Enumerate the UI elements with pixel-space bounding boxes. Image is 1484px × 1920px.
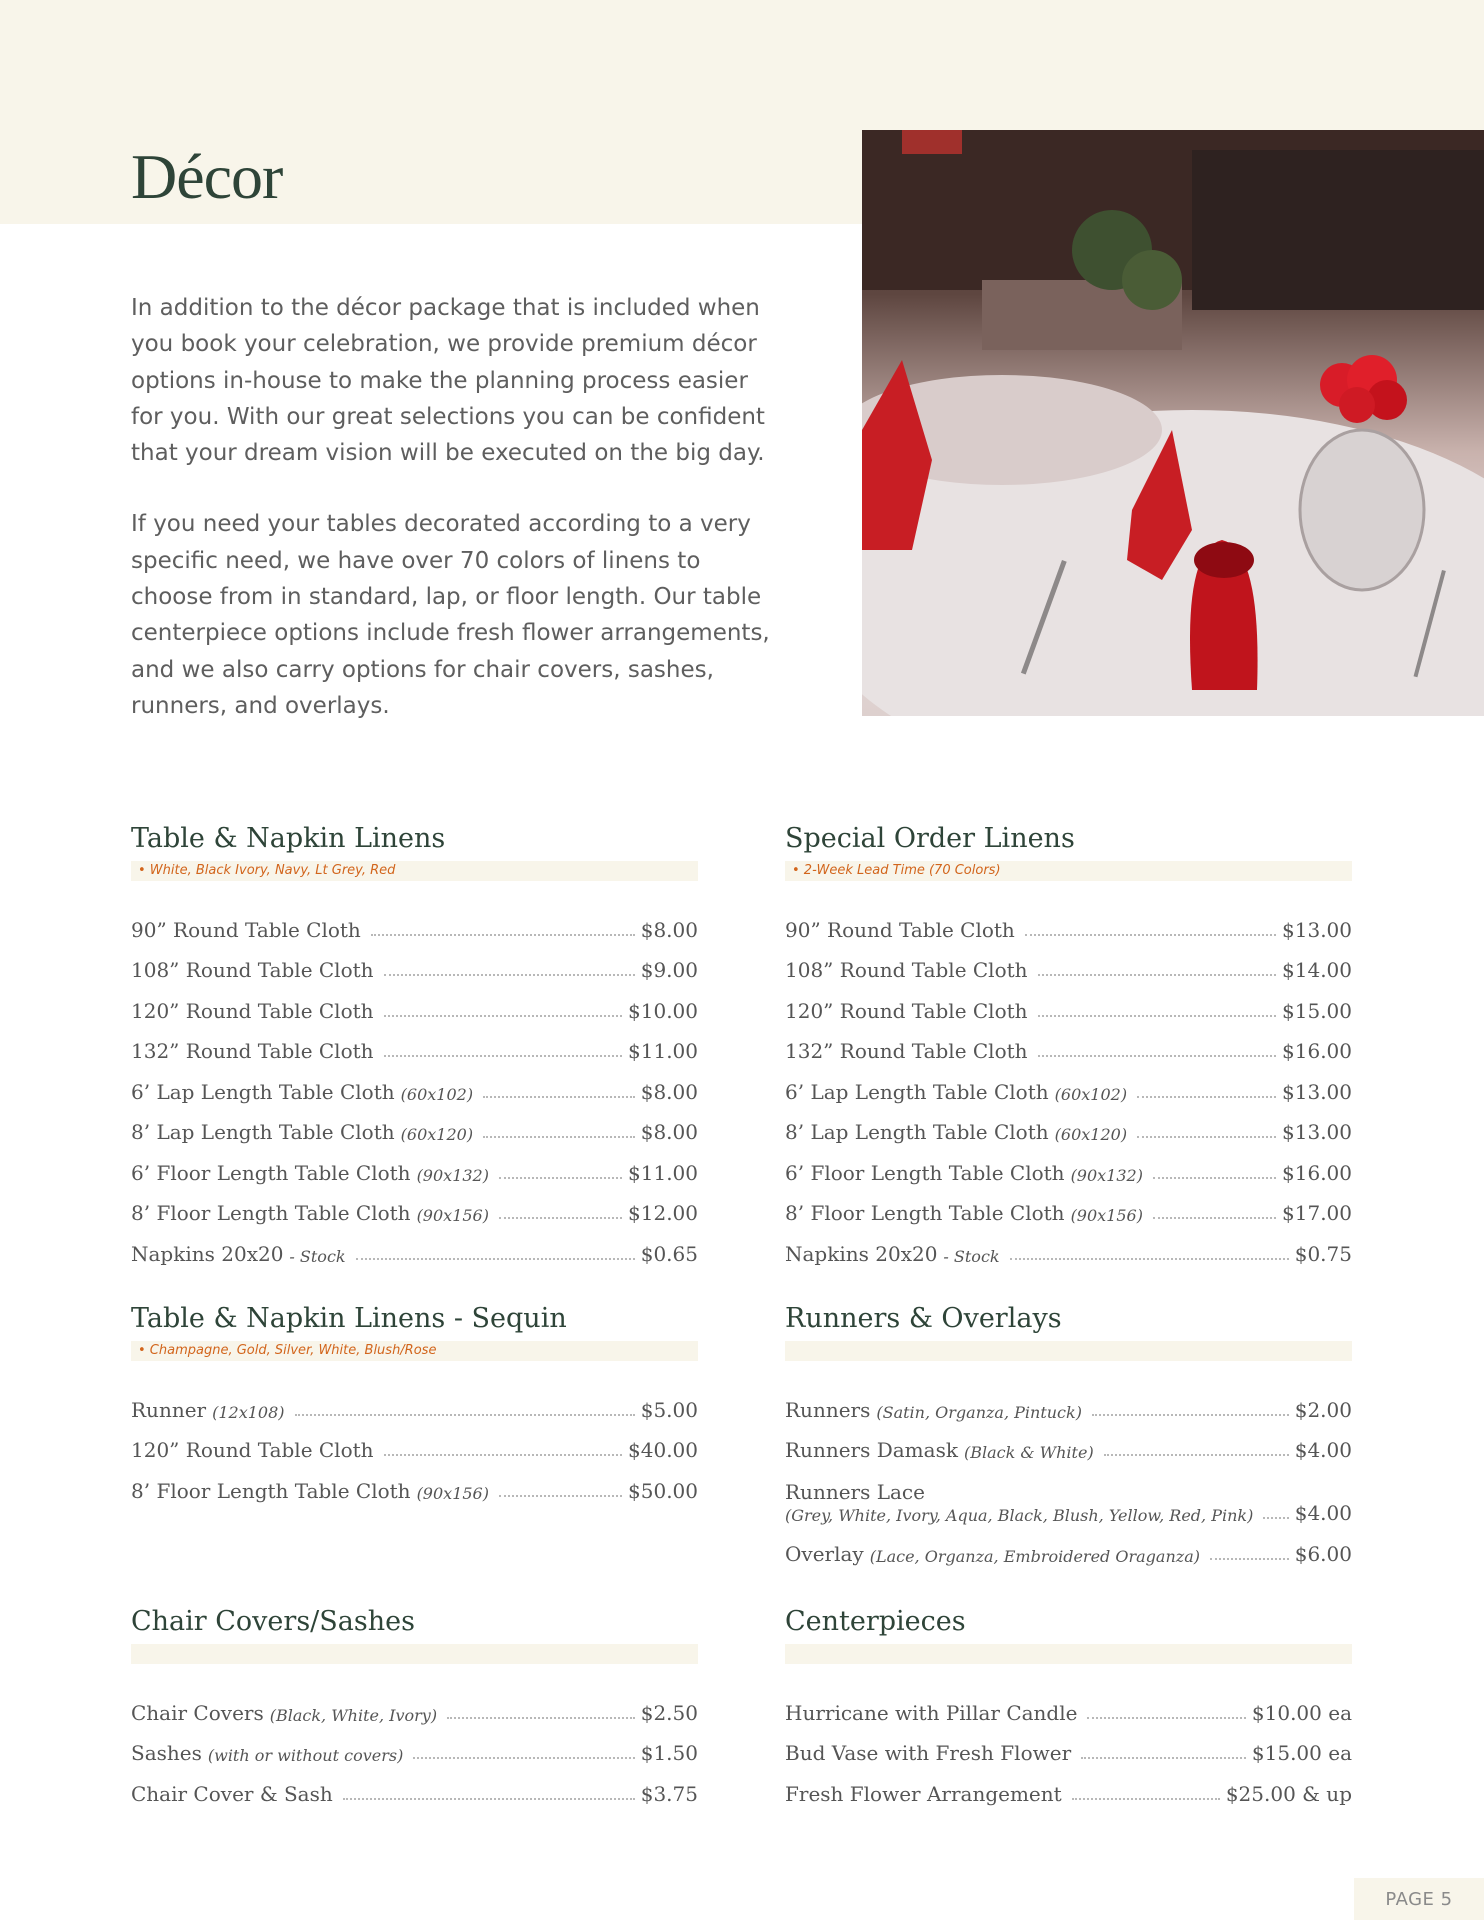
price-row	[131, 1422, 698, 1463]
price-row	[131, 1725, 698, 1766]
dot-leader	[1025, 934, 1276, 936]
item-detail: (60x102)	[400, 1084, 474, 1104]
page-title: Décor	[131, 141, 283, 212]
intro-paragraph: In addition to the décor package that is included when you book your celebration, we provide premium décor options in-house to make the planning process easier for you. With our great selections you can be confident that your dream vision will be executed on the big day.	[131, 295, 765, 467]
item-price: $10.00 ea	[1251, 1700, 1352, 1725]
item-name: Sashes	[131, 1741, 202, 1765]
item-name: 108” Round Table Cloth	[131, 958, 374, 982]
item-price: $13.00	[1282, 1079, 1352, 1104]
item-name: Overlay	[785, 1541, 864, 1566]
item-name: Hurricane with Pillar Candle	[785, 1700, 1078, 1725]
page-number: PAGE 5	[1354, 1878, 1484, 1920]
section-chair-covers	[131, 1605, 698, 1806]
item-price: $12.00	[628, 1201, 698, 1225]
price-row	[785, 942, 1352, 983]
section-centerpieces	[785, 1605, 1352, 1806]
item-detail: (90x156)	[416, 1483, 489, 1503]
dot-leader	[499, 1177, 622, 1179]
price-row	[785, 1462, 1352, 1525]
price-row	[785, 1684, 1352, 1725]
price-row	[785, 1104, 1352, 1145]
item-price: $8.00	[640, 1120, 698, 1144]
section-title: Table & Napkin Linens	[131, 823, 446, 854]
dot-leader	[499, 1495, 622, 1497]
item-price: $5.00	[640, 1397, 698, 1422]
item-name: Chair Cover & Sash	[131, 1781, 333, 1806]
item-detail: (60x102)	[1054, 1084, 1128, 1104]
item-name: 8’ Floor Length Table Cloth	[131, 1478, 411, 1503]
dot-leader	[1210, 1558, 1289, 1560]
item-price: $17.00	[1282, 1201, 1352, 1225]
price-row	[131, 1023, 698, 1064]
dot-leader	[1038, 974, 1276, 976]
dot-leader	[1137, 1136, 1276, 1138]
price-row	[131, 1462, 698, 1503]
price-row	[785, 1422, 1352, 1463]
item-price: $4.00	[1294, 1501, 1352, 1525]
item-price: $8.00	[640, 1079, 698, 1104]
item-name: 132” Round Table Cloth	[131, 1039, 374, 1063]
item-price: $11.00	[628, 1039, 698, 1063]
item-price: $16.00	[1282, 1039, 1352, 1063]
item-name: Chair Covers	[131, 1700, 264, 1725]
section-runners-overlays	[785, 1302, 1352, 1566]
item-name: 8’ Lap Length Table Cloth	[131, 1120, 395, 1144]
item-price: $9.00	[640, 958, 698, 982]
price-row	[785, 1185, 1352, 1226]
section-note	[785, 1341, 1352, 1361]
price-row	[131, 1104, 698, 1145]
item-name: Runner	[131, 1397, 207, 1422]
section-title: Centerpieces	[785, 1606, 966, 1637]
item-price: $13.00	[1282, 917, 1352, 942]
price-row	[131, 1684, 698, 1725]
intro-paragraph: If you need your tables decorated according to a very specific need, we have over 70 colors of linens to choose from in standard, lap, or floor length. Our table centerpiece options include fresh flower arrangements, and we also carry options for chair covers, sashes, runners, and overlays.	[131, 511, 770, 719]
price-row	[131, 1225, 698, 1266]
dot-leader	[483, 1136, 635, 1138]
item-name: 90” Round Table Cloth	[785, 917, 1015, 942]
item-name: Fresh Flower Arrangement	[785, 1781, 1062, 1806]
dot-leader	[499, 1217, 622, 1219]
item-price: $6.00	[1294, 1541, 1352, 1566]
item-detail: (90x132)	[1070, 1165, 1143, 1185]
dot-leader	[384, 974, 635, 976]
item-price: $4.00	[1294, 1438, 1352, 1462]
dot-leader	[1087, 1717, 1245, 1719]
item-detail: - Stock	[943, 1246, 1000, 1266]
price-row	[131, 982, 698, 1023]
dot-leader	[1038, 1055, 1276, 1057]
item-name: 108” Round Table Cloth	[785, 958, 1028, 982]
dot-leader	[1104, 1454, 1289, 1456]
dot-leader	[413, 1757, 634, 1759]
section-title: Chair Covers/Sashes	[131, 1606, 415, 1637]
item-price: $15.00 ea	[1251, 1741, 1352, 1765]
item-name: 8’ Floor Length Table Cloth	[785, 1201, 1065, 1225]
price-row	[785, 1144, 1352, 1185]
section-note: • Champagne, Gold, Silver, White, Blush/Rose	[131, 1341, 698, 1361]
dot-leader	[1092, 1414, 1289, 1416]
item-price: $0.75	[1294, 1241, 1352, 1266]
dot-leader	[1081, 1757, 1246, 1759]
price-row	[785, 1381, 1352, 1422]
price-row	[785, 982, 1352, 1023]
item-detail: (90x132)	[416, 1165, 489, 1185]
section-title: Runners & Overlays	[785, 1303, 1062, 1334]
item-detail: (Black, White, Ivory)	[269, 1705, 438, 1725]
item-detail: (Black & White)	[963, 1443, 1094, 1462]
item-price: $40.00	[628, 1438, 698, 1462]
item-price: $8.00	[640, 917, 698, 942]
dot-leader	[1038, 1015, 1276, 1017]
item-name: 8’ Lap Length Table Cloth	[785, 1120, 1049, 1144]
item-name: Napkins 20x20	[131, 1241, 284, 1266]
item-name: 6’ Floor Length Table Cloth	[131, 1160, 411, 1185]
intro-text	[131, 290, 771, 759]
dot-leader	[371, 934, 635, 936]
item-detail: (with or without covers)	[207, 1746, 404, 1765]
price-row	[131, 1185, 698, 1226]
price-row	[785, 1225, 1352, 1266]
section-special-order-linens	[785, 822, 1352, 1266]
item-detail: - Stock	[289, 1246, 346, 1266]
item-name: 6’ Floor Length Table Cloth	[785, 1160, 1065, 1185]
price-row	[785, 1525, 1352, 1566]
item-detail: (90x156)	[416, 1206, 489, 1225]
item-name: 8’ Floor Length Table Cloth	[131, 1201, 411, 1225]
price-row	[785, 1063, 1352, 1104]
dot-leader	[356, 1258, 635, 1260]
item-price: $3.75	[640, 1781, 698, 1806]
price-row	[785, 901, 1352, 942]
item-price: $14.00	[1282, 958, 1352, 982]
item-price: $0.65	[640, 1241, 698, 1266]
item-name: Runners Damask	[785, 1438, 958, 1462]
dot-leader	[447, 1717, 635, 1719]
item-name: 132” Round Table Cloth	[785, 1039, 1028, 1063]
dot-leader	[1153, 1177, 1276, 1179]
dot-leader	[384, 1015, 622, 1017]
section-table-napkin-linens	[131, 822, 698, 1266]
item-detail: (Grey, White, Ivory, Aqua, Black, Blush, Yellow, Red, Pink)	[785, 1506, 1254, 1525]
section-note	[131, 1644, 698, 1664]
item-price: $15.00	[1282, 998, 1352, 1023]
section-title: Special Order Linens	[785, 823, 1075, 854]
item-detail: (90x156)	[1070, 1206, 1143, 1225]
section-note: • White, Black Ivory, Navy, Lt Grey, Red	[131, 861, 698, 881]
dot-leader	[1072, 1798, 1220, 1800]
item-name: 120” Round Table Cloth	[131, 998, 374, 1023]
item-price: $10.00	[628, 998, 698, 1023]
item-detail: (12x108)	[212, 1402, 285, 1422]
dot-leader	[483, 1096, 635, 1098]
item-name: 6’ Lap Length Table Cloth	[785, 1079, 1049, 1104]
dot-leader	[384, 1454, 622, 1456]
dot-leader	[1153, 1217, 1276, 1219]
item-price: $2.50	[640, 1700, 698, 1725]
item-name: 90” Round Table Cloth	[131, 917, 361, 942]
dot-leader	[343, 1798, 635, 1800]
item-name: Bud Vase with Fresh Flower	[785, 1741, 1072, 1765]
dot-leader	[1010, 1258, 1289, 1260]
price-row	[131, 1144, 698, 1185]
item-price: $25.00 & up	[1225, 1781, 1352, 1806]
section-sequin-linens	[131, 1302, 698, 1503]
section-title: Table & Napkin Linens - Sequin	[131, 1303, 567, 1334]
item-name: Runners Lace	[785, 1480, 925, 1504]
item-name: 6’ Lap Length Table Cloth	[131, 1079, 395, 1104]
dot-leader	[384, 1055, 622, 1057]
dot-leader	[1137, 1096, 1276, 1098]
item-name: Napkins 20x20	[785, 1241, 938, 1266]
item-detail: (60x120)	[400, 1125, 474, 1144]
price-row	[131, 1765, 698, 1806]
item-price: $16.00	[1282, 1160, 1352, 1185]
item-detail: (60x120)	[1054, 1125, 1128, 1144]
item-detail: (Satin, Organza, Pintuck)	[876, 1402, 1082, 1422]
item-price: $1.50	[640, 1741, 698, 1765]
dot-leader	[1263, 1517, 1288, 1519]
item-name: 120” Round Table Cloth	[131, 1438, 374, 1462]
section-note: • 2-Week Lead Time (70 Colors)	[785, 861, 1352, 881]
item-price: $2.00	[1294, 1397, 1352, 1422]
item-price: $13.00	[1282, 1120, 1352, 1144]
dot-leader	[295, 1414, 635, 1416]
item-name: Runners	[785, 1397, 871, 1422]
price-row	[131, 1063, 698, 1104]
price-row	[785, 1023, 1352, 1064]
price-row	[131, 1381, 698, 1422]
item-price: $50.00	[628, 1478, 698, 1503]
section-note	[785, 1644, 1352, 1664]
item-detail: (Lace, Organza, Embroidered Oraganza)	[869, 1546, 1200, 1566]
item-price: $11.00	[628, 1160, 698, 1185]
price-row	[131, 942, 698, 983]
price-row	[131, 901, 698, 942]
price-row	[785, 1725, 1352, 1766]
table-setting-photo	[862, 130, 1484, 716]
price-row	[785, 1765, 1352, 1806]
item-name: 120” Round Table Cloth	[785, 998, 1028, 1023]
